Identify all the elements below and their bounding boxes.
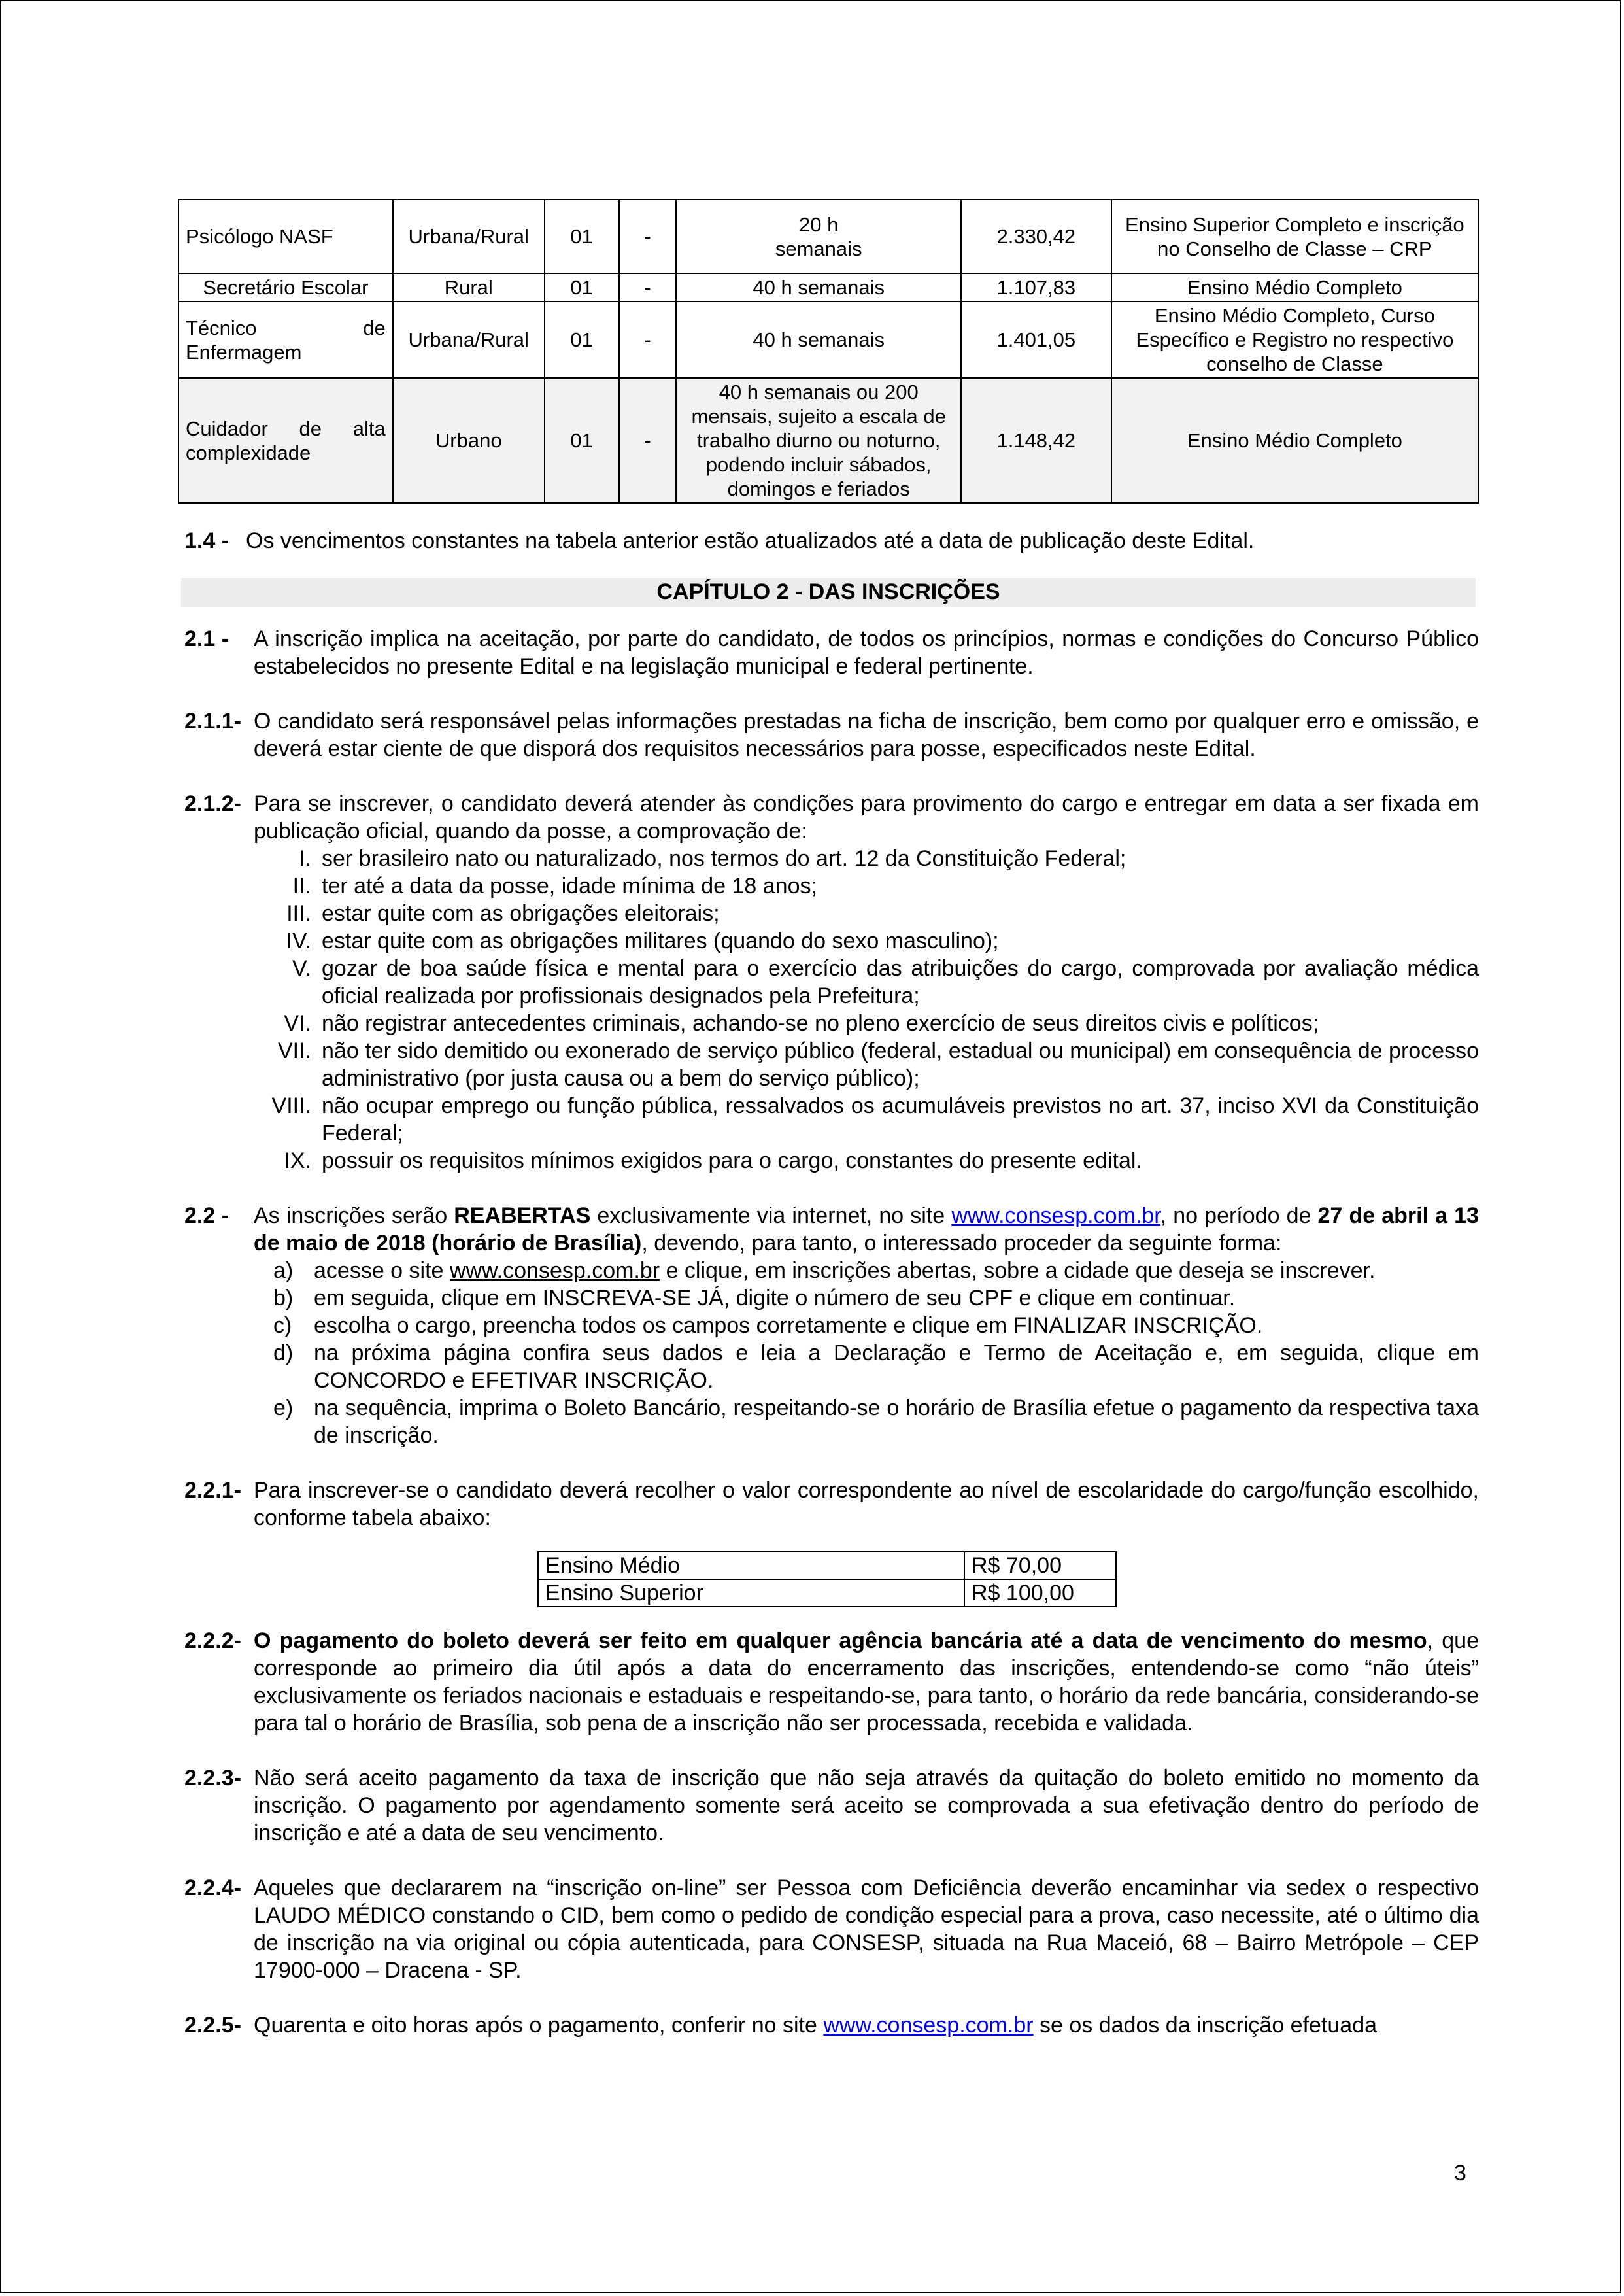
table-row bbox=[538, 1579, 1116, 1607]
list-item: III. estar quite com as obrigações eleitorais; bbox=[286, 901, 720, 926]
section-number: 2.2.2- bbox=[184, 1628, 241, 1653]
list-item: d) na próxima página confira seus dados e leia a Declaração e Termo de Aceitação e, em seguida, clique em CONCORDO e EFETIVAR INSCRIÇÃO. bbox=[273, 1341, 1479, 1393]
carga-cell: 40 h semanais ou 200 mensais, sujeito a escala de trabalho diurno ou noturno, podendo incluir sábados, domingos e feriados bbox=[676, 378, 960, 503]
vagas-cell: 01 bbox=[545, 273, 619, 301]
section-2-1 bbox=[178, 625, 1479, 680]
consesp-link[interactable]: www.consesp.com.br bbox=[951, 1203, 1160, 1228]
list-item: a) acesse o site www.consesp.com.br e clique, em inscrições abertas, sobre a cidade que deseja se inscrever. bbox=[273, 1258, 1376, 1283]
requisitos-cell: Ensino Médio Completo bbox=[1111, 378, 1478, 503]
list-item: VII. não ter sido demitido ou exonerado de serviço público (federal, estadual ou municipal) em consequência de processo administrativo (por justa causa ou a bem do serviço público); bbox=[277, 1038, 1479, 1091]
list-item: IV. estar quite com as obrigações militares (quando do sexo masculino); bbox=[286, 929, 999, 953]
list-item: VI. não registrar antecedentes criminais, achando-se no pleno exercício de seus direitos civis e políticos; bbox=[284, 1011, 1319, 1036]
requisitos-cell: Ensino Superior Completo e inscrição no Conselho de Classe – CRP bbox=[1111, 199, 1478, 273]
carga-cell: 40 h semanais bbox=[676, 301, 960, 378]
section-text: O pagamento do boleto deverá ser feito em qualquer agência bancária até a data de vencimento do mesmo, que corresponde ao primeiro dia útil após a data do encerramento das inscrições, entendendo-se como “não úteis” exclusivamente os feriados nacionais e estaduais e respeitando-se, para tanto, o horário da rede bancária, considerando-se para tal o horário de Brasília, sob pena de a inscrição não ser processada, recebida e validada. bbox=[254, 1628, 1480, 1736]
steps-list bbox=[254, 1257, 1479, 1449]
pcd-cell: - bbox=[619, 273, 677, 301]
section-2-2-2 bbox=[178, 1627, 1479, 1737]
list-item: II. ter até a data da posse, idade mínima de 18 anos; bbox=[292, 874, 817, 899]
list-item: e) na sequência, imprima o Boleto Bancário, respeitando-se o horário de Brasília efetue o pagamento da respectiva taxa de inscrição. bbox=[273, 1396, 1479, 1448]
list-item: V. gozar de boa saúde física e mental para o exercício das atribuições do cargo, comprovada por avaliação médica oficial realizada por profissionais designados pela Prefeitura; bbox=[292, 956, 1479, 1008]
fee-level: Ensino Superior bbox=[538, 1579, 964, 1607]
section-text: O candidato será responsável pelas informações prestadas na ficha de inscrição, bem como por qualquer erro e omissão, e deverá estar ciente de que disporá dos requisitos necessários para posse, especificados neste Edital. bbox=[254, 709, 1479, 761]
section-text: Para se inscrever, o candidato deverá atender às condições para provimento do cargo e entregar em data a ser fixada em publicação oficial, quando da posse, a comprovação de: bbox=[254, 791, 1479, 844]
section-2-2-4 bbox=[178, 1874, 1479, 1984]
consesp-link[interactable]: www.consesp.com.br bbox=[823, 2013, 1034, 2038]
table-row bbox=[538, 1552, 1116, 1579]
pcd-cell: - bbox=[619, 199, 677, 273]
section-2-2-3 bbox=[178, 1764, 1479, 1847]
table-row bbox=[178, 199, 1478, 273]
positions-table bbox=[178, 199, 1479, 504]
list-item: VIII. não ocupar emprego ou função pública, ressalvados os acumuláveis previstos no art. 37, inciso XVI da Constituição Federal; bbox=[271, 1093, 1479, 1146]
site-text: www.consesp.com.br bbox=[449, 1258, 660, 1283]
cargo-cell: Psicólogo NASF bbox=[178, 199, 393, 273]
section-number: 2.2.1- bbox=[184, 1478, 241, 1503]
vagas-cell: 01 bbox=[545, 199, 619, 273]
section-number: 2.2.3- bbox=[184, 1766, 241, 1791]
pcd-cell: - bbox=[619, 301, 677, 378]
pcd-cell: - bbox=[619, 378, 677, 503]
vencimento-cell: 1.107,83 bbox=[961, 273, 1111, 301]
vagas-cell: 01 bbox=[545, 301, 619, 378]
fee-value: R$ 70,00 bbox=[964, 1552, 1116, 1579]
vencimento-cell: 1.401,05 bbox=[961, 301, 1111, 378]
section-number: 2.1.2- bbox=[184, 791, 241, 816]
vencimento-cell: 2.330,42 bbox=[961, 199, 1111, 273]
section-number: 1.4 - bbox=[184, 528, 229, 553]
section-2-2 bbox=[178, 1202, 1479, 1257]
requirements-list bbox=[254, 845, 1479, 1174]
list-item: IX. possuir os requisitos mínimos exigidos para o cargo, constantes do presente edital. bbox=[284, 1148, 1142, 1173]
section-number: 2.2 - bbox=[184, 1203, 229, 1228]
section-number: 2.1.1- bbox=[184, 709, 241, 734]
cargo-cell: Secretário Escolar bbox=[178, 273, 393, 301]
zona-cell: Urbana/Rural bbox=[393, 199, 545, 273]
cargo-cell: Técnico de Enfermagem bbox=[178, 301, 393, 378]
page-number: 3 bbox=[1454, 2161, 1466, 2185]
section-number: 2.1 - bbox=[184, 626, 229, 651]
table-row bbox=[178, 378, 1478, 503]
section-2-1-2 bbox=[178, 790, 1479, 845]
section-text: As inscrições serão REABERTAS exclusivamente via internet, no site www.consesp.com.br, no período de 27 de abril a 13 de maio de 2018 (horário de Brasília), devendo, para tanto, o interessado proceder da seguinte forma: bbox=[254, 1203, 1479, 1256]
carga-cell: 20 h semanais bbox=[676, 199, 960, 273]
list-item: I. ser brasileiro nato ou naturalizado, nos termos do art. 12 da Constituição Federal; bbox=[299, 846, 1126, 871]
table-row bbox=[178, 273, 1478, 301]
section-text: Aqueles que declararem na “inscrição on-line” ser Pessoa com Deficiência deverão encaminhar via sedex o respectivo LAUDO MÉDICO constando o CID, bem como o pedido de condição especial para a prova, caso necessite, até o último dia de inscrição na via original ou cópia autenticada, para CONSESP, situada na Rua Maceió, 68 – Bairro Metrópole – CEP 17900-000 – Dracena - SP. bbox=[254, 1876, 1479, 1983]
zona-cell: Rural bbox=[393, 273, 545, 301]
zona-cell: Urbana/Rural bbox=[393, 301, 545, 378]
section-text: A inscrição implica na aceitação, por parte do candidato, de todos os princípios, normas e condições do Concurso Público estabelecidos no presente Edital e na legislação municipal e federal pertinente. bbox=[254, 626, 1479, 679]
page-content bbox=[178, 199, 1479, 2039]
vencimento-cell: 1.148,42 bbox=[961, 378, 1111, 503]
section-text: Não será aceito pagamento da taxa de inscrição que não seja através da quitação do boleto emitido no momento da inscrição. O pagamento por agendamento somente será aceito se comprovada a sua efetivação dentro do período de inscrição e até a data de seu vencimento. bbox=[254, 1766, 1479, 1845]
section-text: Os vencimentos constantes na tabela anterior estão atualizados até a data de publicação deste Edital. bbox=[246, 528, 1255, 553]
fee-level: Ensino Médio bbox=[538, 1552, 964, 1579]
fees-table bbox=[537, 1551, 1117, 1607]
zona-cell: Urbano bbox=[393, 378, 545, 503]
carga-cell: 40 h semanais bbox=[676, 273, 960, 301]
fee-value: R$ 100,00 bbox=[964, 1579, 1116, 1607]
chapter-title: CAPÍTULO 2 - DAS INSCRIÇÕES bbox=[181, 578, 1476, 607]
list-item: b) em seguida, clique em INSCREVA-SE JÁ, digite o número de seu CPF e clique em continuar. bbox=[273, 1286, 1236, 1311]
section-2-2-5 bbox=[178, 2012, 1479, 2039]
requisitos-cell: Ensino Médio Completo, Curso Específico e Registro no respectivo conselho de Classe bbox=[1111, 301, 1478, 378]
list-item: c) escolha o cargo, preencha todos os campos corretamente e clique em FINALIZAR INSCRIÇÃO. bbox=[273, 1313, 1263, 1338]
section-text: Quarenta e oito horas após o pagamento, conferir no site www.consesp.com.br se os dados da inscrição efetuada bbox=[254, 2013, 1378, 2038]
section-number: 2.2.5- bbox=[184, 2013, 241, 2038]
section-1-4 bbox=[178, 527, 1479, 555]
vagas-cell: 01 bbox=[545, 378, 619, 503]
section-2-1-1 bbox=[178, 708, 1479, 762]
requisitos-cell: Ensino Médio Completo bbox=[1111, 273, 1478, 301]
table-row bbox=[178, 301, 1478, 378]
section-text: Para inscrever-se o candidato deverá recolher o valor correspondente ao nível de escolaridade do cargo/função escolhido, conforme tabela abaixo: bbox=[254, 1478, 1479, 1530]
cargo-cell: Cuidador de alta complexidade bbox=[178, 378, 393, 503]
section-number: 2.2.4- bbox=[184, 1876, 241, 1900]
section-2-2-1 bbox=[178, 1477, 1479, 1532]
